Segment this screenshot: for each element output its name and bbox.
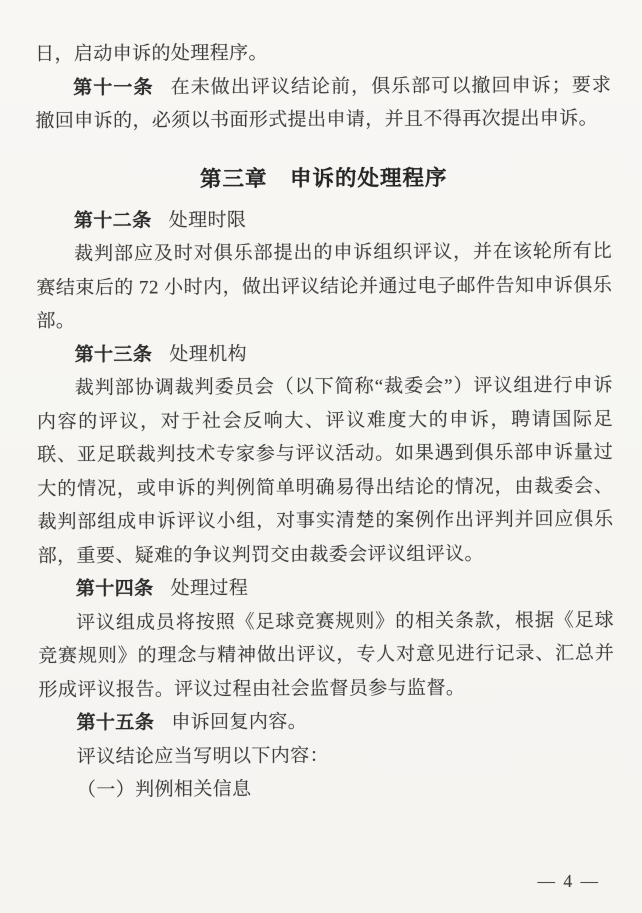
paragraph-body [36, 235, 613, 339]
paragraph-article-15 [39, 704, 615, 741]
article-number: 第十二条 [73, 209, 152, 232]
paragraph-text: （一）判例相关信息 [76, 778, 252, 801]
paragraph-text: 申诉回复内容。 [171, 711, 308, 734]
paragraph-article-11 [35, 68, 611, 138]
paragraph-text: 评议结论应当写明以下内容： [76, 744, 330, 768]
paragraph-article-14 [38, 570, 614, 607]
paragraph-text: 处理过程 [170, 577, 249, 600]
paragraph-text: 处理机构 [169, 343, 248, 365]
paragraph-text: 裁判部协调裁判委员会（以下简称“裁委会”）评议组进行申诉内容的评议，对于社会反响大、评议难度大的申诉，聘请国际足联、亚足联裁判技术专家参与评议活动。如果遇到俱乐部申诉量过大的情况，或申诉的判例简单明确易得出结论的情况，由裁委会、裁判部组成申诉评议小组，对事实清楚的案例作出评判并回应俱乐部，重要、疑难的争议判罚交由裁委会评议组评议。 [36, 374, 614, 567]
article-number: 第十四条 [75, 578, 154, 600]
paragraph-text: 裁判部应及时对俱乐部提出的申诉组织评议，并在该轮所有比赛结束后的 72 小时内，做出评议结论并通过电子邮件告知申诉俱乐部。 [36, 240, 613, 332]
paragraph-text: 日，启动申诉的处理程序。 [35, 42, 268, 65]
article-number: 第十五条 [76, 712, 155, 734]
paragraph-continuation [35, 35, 611, 72]
paragraph-text: 处理时限 [168, 209, 247, 231]
paragraph-body [39, 737, 615, 774]
paragraph-list-item-1 [39, 771, 615, 808]
paragraph-text: 评议组成员将按照《足球竞赛规则》的相关条款，根据《足球竞赛规则》的理念与精神做出评议，专人对意见进行记录、汇总并形成评议报告。评议过程由社会监督员参与监督。 [38, 609, 615, 701]
article-number: 第十三条 [74, 343, 153, 366]
paragraph-article-12 [36, 201, 612, 238]
paragraph-body [37, 369, 614, 573]
document-body [35, 35, 615, 808]
paragraph-body [38, 603, 615, 707]
paragraph-article-13 [37, 335, 613, 372]
paragraph-text: 在未做出评议结论前，俱乐部可以撤回申诉；要求撤回申诉的，必须以书面形式提出申请，并且不得再次提出申诉。 [35, 74, 612, 132]
chapter-heading: 第三章 申诉的处理程序 [199, 165, 448, 191]
article-number: 第十一条 [73, 76, 154, 99]
page-number: — 4 — [537, 871, 600, 891]
